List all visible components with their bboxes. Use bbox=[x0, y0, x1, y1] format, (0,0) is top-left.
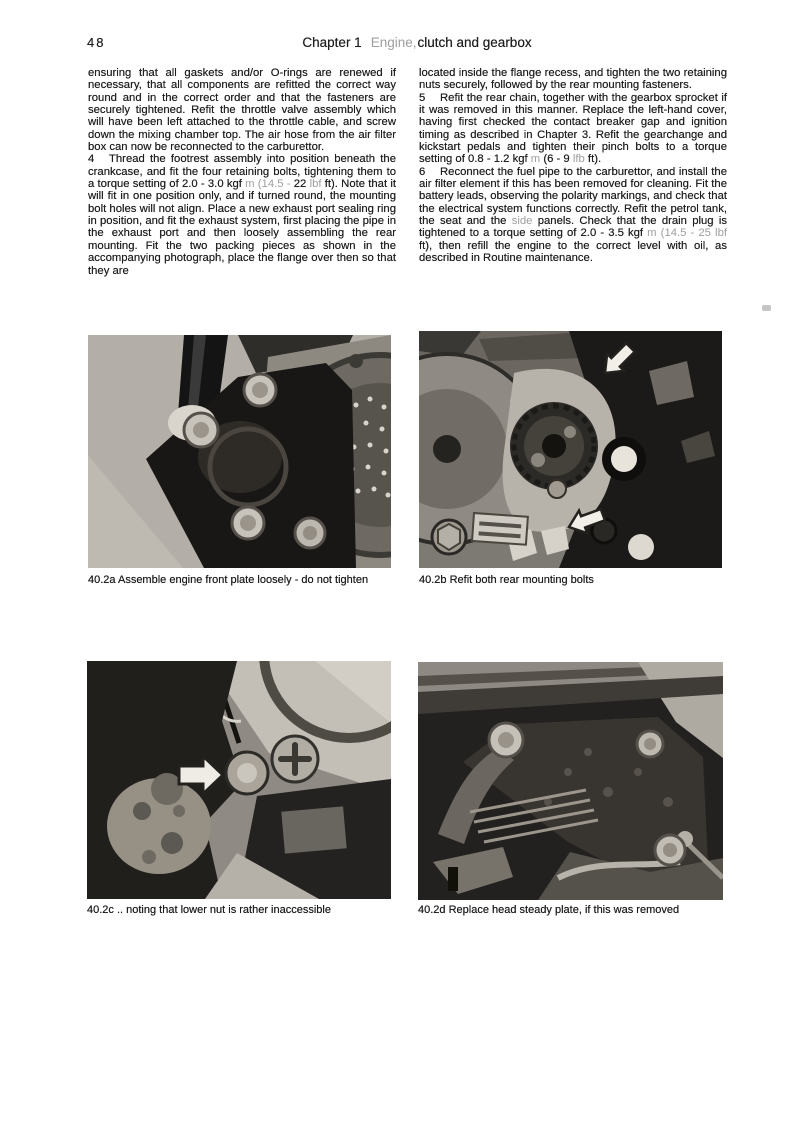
text-column-left bbox=[88, 67, 396, 277]
bolt-icon bbox=[244, 374, 276, 406]
paragraph-continuation bbox=[419, 67, 727, 92]
running-header bbox=[0, 35, 794, 50]
chapter-subject-faded: Engine, bbox=[370, 35, 417, 50]
photo-illustration bbox=[87, 661, 391, 899]
bolt-icon bbox=[655, 835, 685, 865]
paragraph-text: 22 bbox=[293, 178, 310, 191]
text-column-right bbox=[419, 67, 727, 265]
photo-illustration bbox=[419, 331, 722, 568]
paragraph-step-6 bbox=[419, 166, 727, 265]
paragraph-text: Reconnect the fuel pipe to the carburettor, and install the air filter element if this has been removed for cleaning. Fit the battery leads, observing the polarity markings, and check that the electrical system functions correctly. Refit the petrol tank, the seat and the bbox=[419, 165, 727, 228]
id-plate bbox=[472, 513, 528, 545]
paragraph-step-5 bbox=[419, 92, 727, 166]
bolt-icon bbox=[432, 520, 466, 554]
bolt-icon bbox=[184, 413, 218, 447]
paragraph-text: ft). Note that it will fit in one position only, and if turned round, the mounting bolt holes will not align. Place a new exhaust port sealing ring in position, and fit the exhaust system, first placing the pipe in the exhaust port and then loosely assembling the rear mounting. Fit the two packing pieces as shown in the accompanying photograph, place the flange over then so that they are bbox=[88, 178, 396, 277]
photo-40-2b-rear-mounting-bolts bbox=[419, 331, 722, 568]
scan-smudge bbox=[762, 305, 771, 311]
figure-caption-40-2b: 40.2b Refit both rear mounting bolts bbox=[419, 574, 594, 586]
chapter-subject: clutch and gearbox bbox=[417, 35, 532, 50]
faded-text: m bbox=[530, 153, 541, 166]
step-number: 4 bbox=[88, 153, 95, 166]
paragraph-text: (6 - 9 bbox=[540, 153, 573, 166]
phillips-screw-icon bbox=[272, 736, 318, 782]
paragraph-step-4 bbox=[88, 153, 396, 276]
figure-caption-40-2a: 40.2a Assemble engine front plate loosely - do not tighten bbox=[88, 574, 369, 586]
paragraph-text: ensuring that all gaskets and/or O-rings are renewed if necessary, that all components are refitted the correct way round and in the correct order and that the fasteners are securely tightened. Refit the throttle valve assembly which will have been left attached to the throttle cable, and screw down the mixing chamber top. The air hose from the air filter box can now be reconnected to the carburettor. bbox=[88, 67, 396, 154]
page-number: 48 bbox=[87, 35, 106, 50]
step-number: 6 bbox=[419, 165, 426, 178]
step-number: 5 bbox=[419, 91, 426, 104]
bracket-notch bbox=[281, 806, 346, 853]
faded-text: lbf bbox=[309, 178, 325, 191]
bolt-icon bbox=[295, 518, 325, 548]
photo-40-2c-lower-nut bbox=[87, 661, 391, 899]
paragraph-text: Thread the footrest assembly into position beneath the crankcase, and fit the four retaining bolts, tightening them to a torque setting of 2.0 - 3.0 kgf bbox=[88, 153, 396, 191]
figure-caption-40-2d: 40.2d Replace head steady plate, if this was removed bbox=[418, 904, 680, 916]
paragraph-text: ft). bbox=[584, 153, 602, 166]
paragraph-text: located inside the flange recess, and tighten the two retaining nuts securely, followed by the rear mounting fasteners. bbox=[419, 67, 727, 92]
photo-40-2a-engine-front-plate bbox=[88, 335, 391, 568]
paragraph-continuation bbox=[88, 67, 396, 153]
mounting-bolt-head bbox=[611, 446, 637, 472]
paragraph-text: panels. Check that the drain plug is tightened to a torque setting of 2.0 - 3.5 kgf bbox=[419, 215, 728, 240]
bolt-icon bbox=[232, 507, 264, 539]
figure-caption-40-2c: 40.2c .. noting that lower nut is rather inaccessible bbox=[87, 904, 331, 916]
faded-text: m (14.5 - 25 lbf bbox=[647, 227, 727, 240]
photo-illustration bbox=[418, 662, 723, 900]
chapter-label: Chapter 1 bbox=[302, 35, 362, 50]
photo-40-2d-head-steady-plate bbox=[418, 662, 723, 900]
paragraph-text: Refit the rear chain, together with the gearbox sprocket if it was removed in this manner. Replace the left-hand cover, having first checked the contact breaker gap and ignition timing as described in Chapter 3. Refit the gearchange and kickstart pedals and tighten their pinch bolts to a torque setting of 0.8 - 1.2 kgf bbox=[419, 91, 727, 166]
bolt-icon bbox=[637, 731, 663, 757]
photo-illustration bbox=[88, 335, 391, 568]
faded-text: lfb bbox=[572, 153, 585, 166]
paragraph-text: ft), then refill the engine to the correct level with oil, as described in Routine maintenance. bbox=[419, 239, 727, 265]
faded-text: side bbox=[511, 215, 533, 228]
nut-icon bbox=[226, 752, 268, 794]
faded-text: m (14.5 - bbox=[245, 178, 294, 191]
bolt-icon bbox=[489, 723, 523, 757]
